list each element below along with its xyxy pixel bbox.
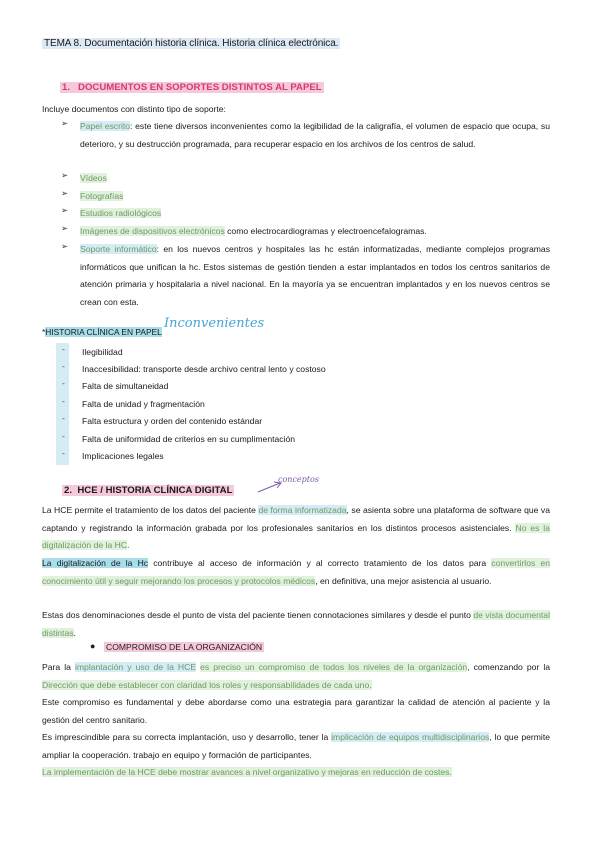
dash-bullet: - bbox=[62, 344, 65, 354]
arrow-bullet-icon: ➢ bbox=[61, 118, 69, 128]
highlight-run: No es la digitalización de la HC bbox=[42, 522, 550, 551]
handwritten-annotation: conceptos bbox=[278, 475, 319, 484]
list-item-videos bbox=[80, 170, 107, 188]
dash-bullet: - bbox=[62, 431, 65, 441]
subsection-heading bbox=[104, 642, 264, 652]
item-term: Soporte informático bbox=[80, 244, 157, 254]
arrow-bullet-icon: ➢ bbox=[61, 223, 69, 233]
text-run: . bbox=[127, 540, 130, 551]
highlight-run: La digitalización de la Hc bbox=[42, 558, 149, 568]
item-term: Papel escrito bbox=[80, 121, 131, 131]
paragraph-denominaciones bbox=[42, 607, 550, 642]
text-run: , lo que permite ampliar la cooperación. trabajo en equipo y formación de participantes. bbox=[42, 732, 551, 760]
item-text: : este tiene diversos inconvenientes como la legibilidad de la caligrafía, el volumen de espacio que ocupa, su deterioro, y su destrucción programada, para recuperar espacio en los archivos de los centros de salud. bbox=[80, 121, 551, 149]
paragraph-implementacion bbox=[42, 764, 452, 782]
text-run: , se asienta sobre una plataforma de software que va captando y registrando la información grabada por los profesionales sanitarios en los distintos procesos asistenciales. bbox=[42, 505, 550, 533]
paragraph-fundamental: Este compromiso es fundamental y debe abordarse como una estrategia para garantizar la calidad de atención al paciente y la gestión del centro sanitario. bbox=[42, 697, 550, 725]
dash-bullet: - bbox=[62, 396, 65, 406]
section-1-heading bbox=[60, 82, 324, 93]
text-run: Para la bbox=[42, 662, 75, 672]
text-run: Es imprescindible para su correcta implantación, uso y desarrollo, tener la bbox=[42, 732, 332, 742]
arrow-bullet-icon: ➢ bbox=[61, 170, 69, 180]
item-term: Fotografías bbox=[80, 191, 124, 201]
highlight-run: implantación y uso de la HCE bbox=[74, 662, 197, 672]
bullet-dot-icon: ● bbox=[90, 641, 96, 651]
subsection-title: COMPROMISO DE LA ORGANIZACIÓN bbox=[106, 642, 263, 652]
dash-bullet: - bbox=[62, 413, 65, 423]
highlight-run: implicación de equipos multidisciplinarios bbox=[331, 732, 490, 742]
handwritten-annotation: Inconvenientes bbox=[164, 316, 265, 331]
list-item-papel bbox=[80, 118, 550, 153]
paragraph-hce bbox=[42, 502, 550, 555]
list-item-imagenes bbox=[80, 223, 427, 241]
list-item-soporte bbox=[80, 241, 550, 311]
section-1-title: DOCUMENTOS EN SOPORTES DISTINTOS AL PAPEL bbox=[78, 82, 322, 93]
item-term: Imágenes de dispositivos electrónicos bbox=[80, 226, 225, 236]
text-run: La HCE permite el tratamiento de los datos del paciente bbox=[42, 505, 259, 515]
text-run: , comenzando por la bbox=[467, 662, 551, 672]
section-1-intro: Incluye documentos con distinto tipo de soporte: bbox=[42, 104, 226, 114]
list-item: Falta de simultaneidad bbox=[82, 381, 169, 391]
list-item: Falta estructura y orden del contenido estándar bbox=[82, 416, 263, 426]
item-text: : en los nuevos centros y hospitales las hc están informatizadas, mediante complejos programas informáticos que unifican la hc. Estos sistemas de gestión tienden a estar implantados en todos los centros sanitarios de atención primaria y hospitalaria a nivel nacional. En la mayoría ya se encuentran implantados y en los nuevos centros se crean con esta. bbox=[80, 244, 550, 307]
dash-bullet: - bbox=[62, 378, 65, 388]
paragraph-imprescindible bbox=[42, 729, 550, 764]
paragraph-compromiso bbox=[42, 659, 550, 694]
text-run: Estas dos denominaciones desde el punto de vista del paciente tienen connotaciones similares y desde el punto bbox=[42, 610, 474, 620]
arrow-bullet-icon: ➢ bbox=[61, 188, 69, 198]
item-term: Vídeos bbox=[80, 173, 107, 183]
list-item-radiologicos bbox=[80, 205, 161, 223]
section-1-number: 1. bbox=[62, 82, 71, 93]
paper-hc-title: HISTORIA CLÍNICA EN PAPEL bbox=[45, 327, 162, 337]
list-item: Falta de uniformidad de criterios en su cumplimentación bbox=[82, 434, 296, 444]
item-text: como electrocardiogramas y electroencefalogramas. bbox=[224, 226, 427, 236]
section-2-number: 2. bbox=[64, 485, 73, 496]
text-run: . bbox=[73, 627, 76, 638]
highlight-run: convertirlos en conocimiento útil y seguir mejorando los procesos y protocolos médicos bbox=[42, 558, 550, 586]
list-item: Falta de unidad y fragmentación bbox=[82, 399, 205, 409]
arrow-bullet-icon: ➢ bbox=[61, 205, 69, 215]
list-item: Ilegibilidad bbox=[82, 347, 123, 357]
paper-hc-heading: *HISTORIA CLÍNICA EN PAPEL bbox=[42, 327, 162, 337]
paragraph-digitalizacion bbox=[42, 555, 550, 590]
document-title: TEMA 8. Documentación historia clínica. Historia clínica electrónica. bbox=[44, 38, 339, 49]
item-term: Estudios radiológicos bbox=[80, 208, 162, 218]
text-run: , en definitiva, una mejor asistencia al usuario. bbox=[315, 575, 492, 586]
text-run: contribuye al acceso de información y al correcto tratamiento de los datos para bbox=[148, 558, 492, 568]
highlight-run: de forma informatizada bbox=[258, 505, 347, 515]
arrow-bullet-icon: ➢ bbox=[61, 241, 69, 251]
list-item-fotografias bbox=[80, 188, 123, 206]
list-item: Inaccesibilidad: transporte desde archivo central lento y costoso bbox=[82, 364, 326, 374]
section-2-heading bbox=[62, 485, 234, 496]
highlight-run: de vista documental distintas bbox=[42, 610, 550, 638]
list-item: Implicaciones legales bbox=[82, 451, 164, 461]
highlight-run: Dirección que debe establecer con claridad los roles y responsabilidades de cada uno. bbox=[42, 679, 372, 690]
highlight-run: La implementación de la HCE debe mostrar avances a nivel organizativo y mejoras en reducción de costes. bbox=[42, 767, 452, 777]
highlight-run: es preciso un compromiso de todos los niveles de la organización bbox=[200, 662, 468, 672]
dash-bullet: - bbox=[62, 448, 65, 458]
dash-bullet: - bbox=[62, 361, 65, 371]
section-2-title: HCE / HISTORIA CLÍNICA DIGITAL bbox=[77, 485, 233, 496]
